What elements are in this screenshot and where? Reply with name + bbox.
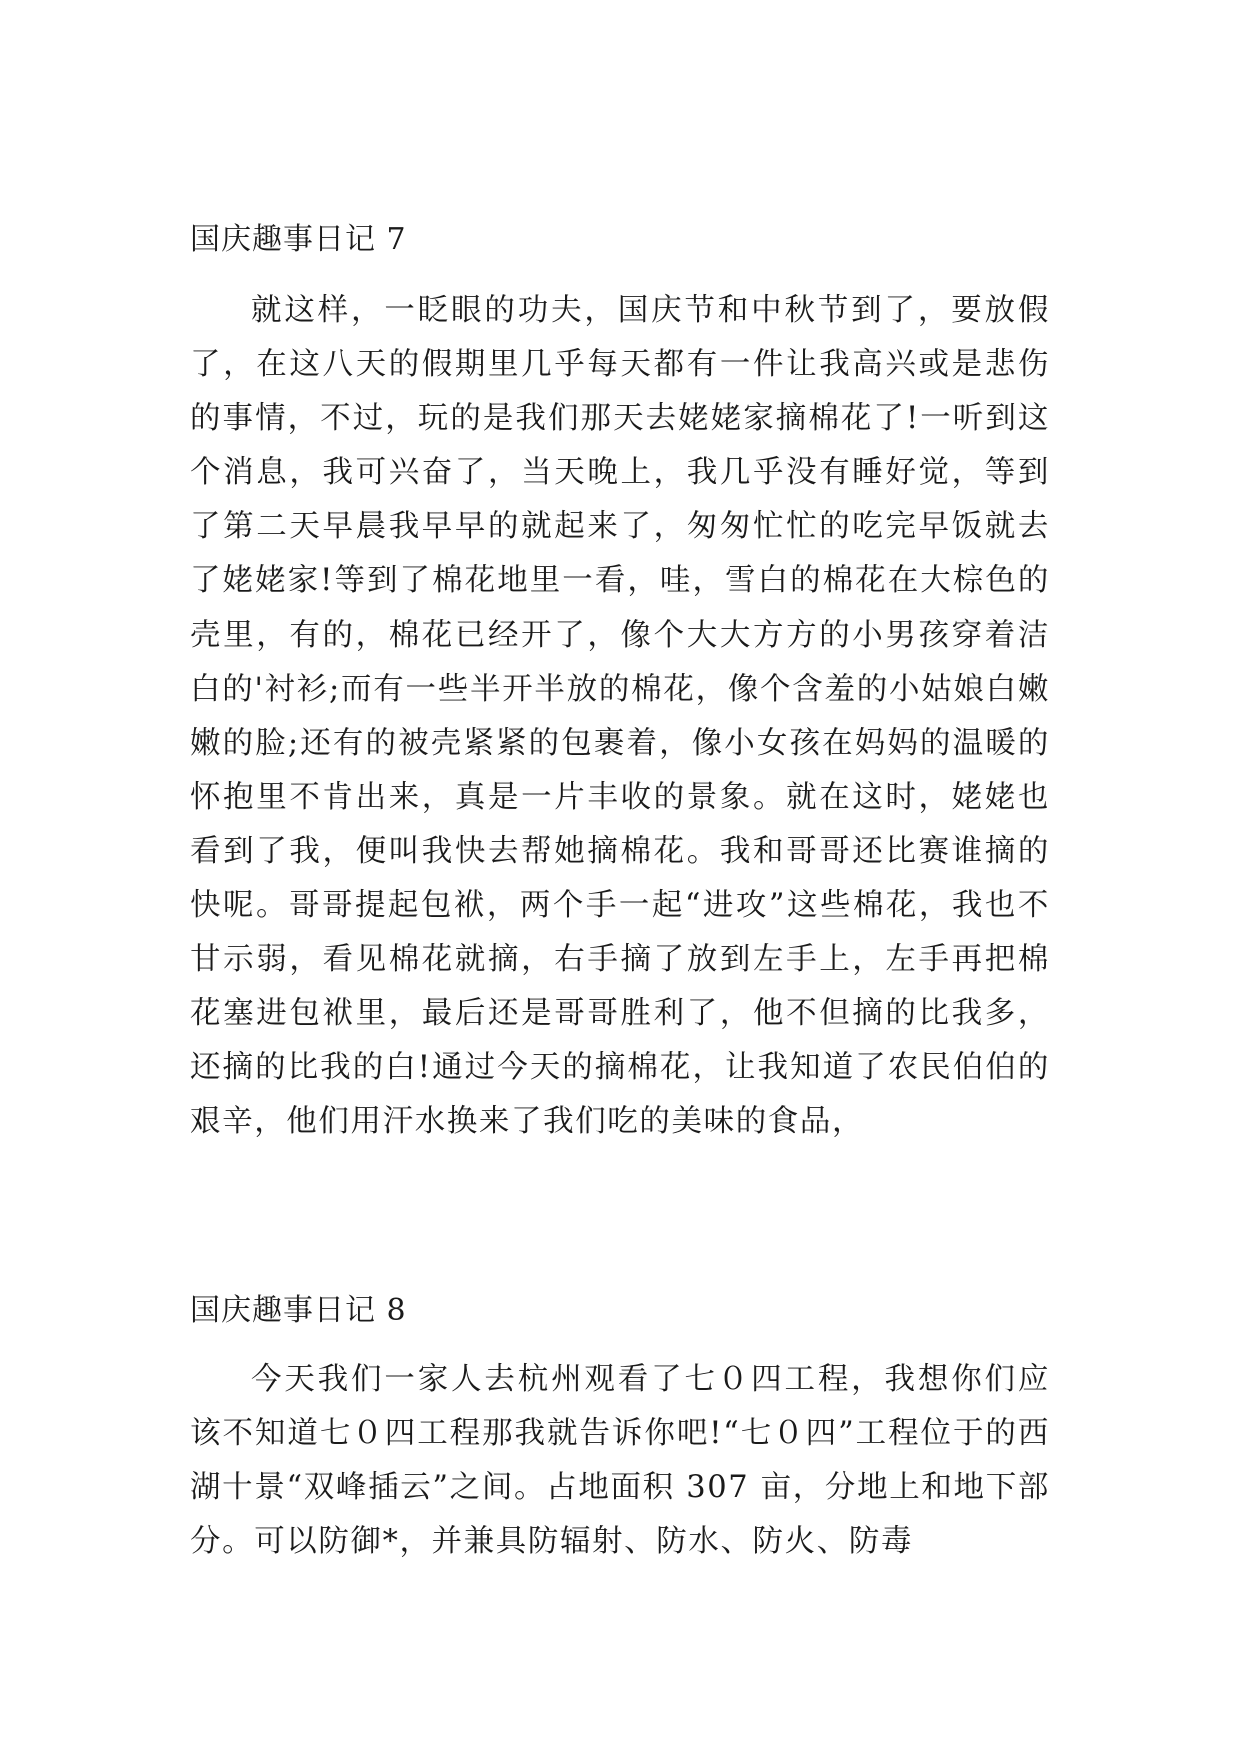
entry-paragraph: 就这样，一眨眼的功夫，国庆节和中秋节到了，要放假了，在这八天的假期里几乎每天都有一件让我高兴或是悲伤的事情，不过，玩的是我们那天去姥姥家摘棉花了!一听到这个消息，我可兴奋了，当天晚上，我几乎没有睡好觉，等到了第二天早晨我早早的就起来了，匆匆忙忙的吃完早饭就去了姥姥家!等到了棉花地里一看，哇，雪白的棉花在大棕色的壳里，有的，棉花已经开了，像个大大方方的小男孩穿着洁白的'衬衫;而有一些半开半放的棉花，像个含羞的小姑娘白嫩嫩的脸;还有的被壳紧紧的包裹着，像小女孩在妈妈的温暖的怀抱里不肯出来，真是一片丰收的景象。就在这时，姥姥也看到了我，便叫我快去帮她摘棉花。我和哥哥还比赛谁摘的快呢。哥哥提起包袱，两个手一起“进攻”这些棉花，我也不甘示弱，看见棉花就摘，右手摘了放到左手上，左手再把棉花塞进包袱里，最后还是哥哥胜利了，他不但摘的比我多，还摘的比我的白!通过今天的摘棉花，让我知道了农民伯伯的艰辛，他们用汗水换来了我们吃的美味的食品， [190, 293, 1050, 1140]
entry-paragraph: 今天我们一家人去杭州观看了七０四工程，我想你们应该不知道七０四工程那我就告诉你吧!“七０四”工程位于的西湖十景“双峰插云”之间。占地面积 307 亩，分地上和地下部分。可以防御*，并兼具防辐射、防水、防火、防毒 [190, 1362, 1050, 1560]
entry-title: 国庆趣事日记 7 [190, 222, 407, 257]
diary-entry-7 [190, 220, 1050, 1150]
entry-title: 国庆趣事日记 8 [190, 1293, 407, 1328]
diary-entry-8 [190, 1291, 1050, 1569]
